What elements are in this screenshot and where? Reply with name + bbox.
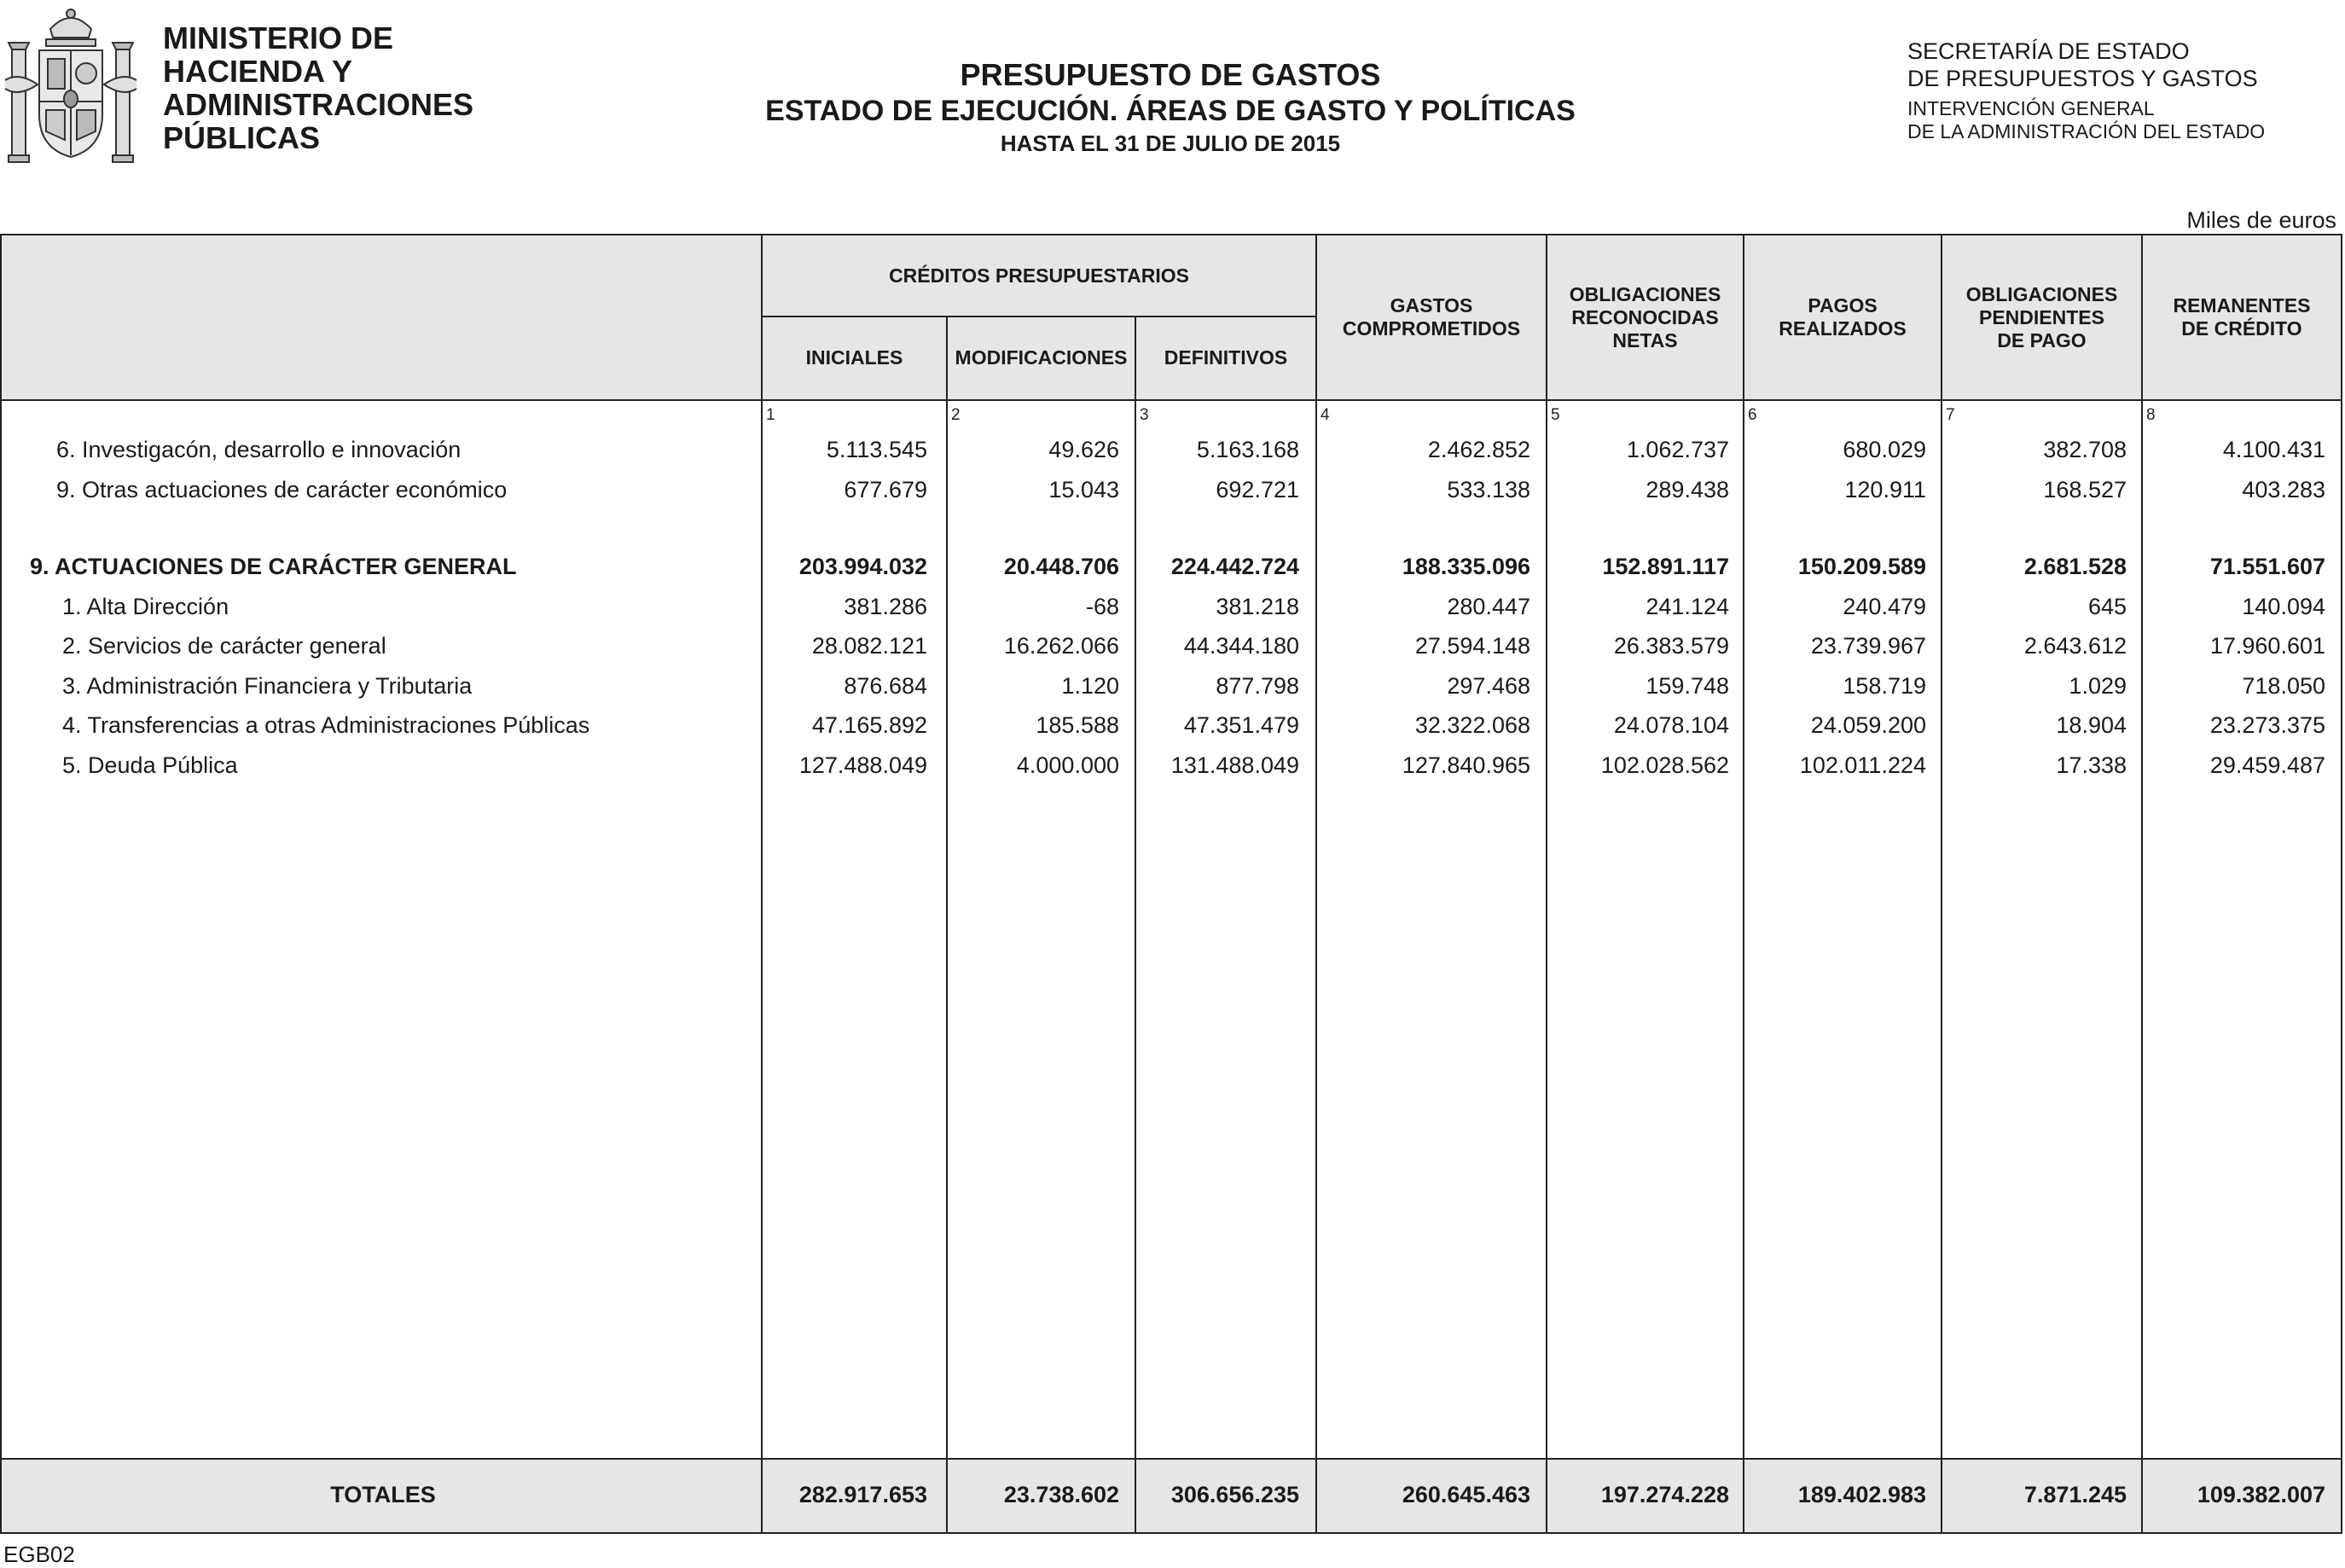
cell-modificaciones: 49.626 [1048, 437, 1119, 462]
intervencion-line: INTERVENCIÓN GENERAL [1907, 97, 2155, 119]
cell-iniciales: 47.165.892 [811, 712, 927, 738]
column-divider [761, 235, 763, 1532]
remanentes-credito-header [2143, 235, 2341, 399]
cell-pendientes: 17.338 [2056, 752, 2127, 778]
cell-reconocidas: 102.028.562 [1600, 752, 1729, 778]
header-line: COMPROMETIDOS [1342, 317, 1521, 340]
cell-reconocidas: 241.124 [1646, 594, 1729, 619]
cell-remanentes: 23.273.375 [2209, 712, 2325, 738]
report-code: EGB02 [3, 1542, 75, 1567]
cell-pagos: 102.011.224 [1799, 752, 1926, 778]
cell-remanentes: 4.100.431 [2222, 437, 2325, 462]
cell-pendientes: 2.643.612 [2023, 633, 2127, 659]
report-title: PRESUPUESTO DE GASTOS [960, 57, 1381, 92]
column-number: 1 [766, 406, 775, 424]
total-remanentes: 109.382.007 [2197, 1482, 2325, 1507]
intervencion-line: DE LA ADMINISTRACIÓN DEL ESTADO [1907, 120, 2266, 142]
cell-pendientes: 382.708 [2043, 437, 2127, 462]
cell-definitivos: 692.721 [1216, 477, 1299, 502]
cell-modificaciones: 4.000.000 [1016, 752, 1119, 778]
budget-table [0, 234, 2342, 1534]
cell-comprometidos: 2.462.852 [1427, 437, 1530, 462]
report-title-block [597, 56, 1744, 159]
header-line: PENDIENTES [1979, 305, 2104, 328]
header-line: PAGOS [1808, 294, 1878, 317]
cell-pagos: 158.719 [1843, 673, 1926, 699]
cell-modificaciones: 16.262.066 [1003, 633, 1119, 659]
totals-label: TOTALES [330, 1482, 436, 1507]
cell-pagos: 120.911 [1844, 477, 1926, 502]
cell-reconocidas: 152.891.117 [1602, 554, 1729, 579]
table-row [2, 673, 2341, 707]
cell-iniciales: 28.082.121 [811, 633, 927, 659]
cell-comprometidos: 32.322.068 [1414, 712, 1530, 738]
cell-remanentes: 718.050 [2242, 673, 2325, 699]
column-number: 6 [1748, 406, 1757, 424]
cell-definitivos: 5.163.168 [1196, 437, 1299, 462]
cell-iniciales: 5.113.545 [826, 437, 927, 462]
row-label: 3. Administración Financiera y Tributaria [62, 673, 473, 699]
table-row [2, 752, 2341, 787]
cell-definitivos: 131.488.049 [1170, 752, 1299, 778]
column-divider [1546, 235, 1547, 1532]
cell-pendientes: 168.527 [2043, 477, 2127, 502]
secretaria-line: DE PRESUPUESTOS Y GASTOS [1907, 66, 2258, 91]
cell-pagos: 150.209.589 [1797, 554, 1926, 579]
cell-remanentes: 29.459.487 [2209, 752, 2325, 778]
table-row [2, 594, 2341, 628]
header-line: NETAS [1612, 328, 1678, 351]
total-definitivos: 306.656.235 [1170, 1482, 1299, 1507]
ministry-line: PÚBLICAS [163, 120, 321, 155]
obligaciones-reconocidas-header [1547, 235, 1743, 399]
total-pagos: 189.402.983 [1797, 1482, 1926, 1507]
cell-reconocidas: 1.062.737 [1626, 437, 1729, 462]
row-label: 9. ACTUACIONES DE CARÁCTER GENERAL [30, 554, 517, 579]
header-line: GASTOS [1390, 294, 1473, 317]
column-number: 8 [2146, 406, 2156, 424]
cell-pagos: 680.029 [1843, 437, 1926, 462]
cell-pagos: 24.059.200 [1810, 712, 1926, 738]
row-label: 2. Servicios de carácter general [62, 633, 386, 659]
cell-remanentes: 71.551.607 [2209, 554, 2325, 579]
cell-definitivos: 224.442.724 [1170, 554, 1299, 579]
modificaciones-header: MODIFICACIONES [955, 346, 1128, 369]
iniciales-header: INICIALES [805, 346, 903, 369]
gastos-comprometidos-header [1317, 235, 1546, 399]
units-label: Miles de euros [2186, 207, 2336, 233]
cell-remanentes: 140.094 [2242, 594, 2325, 619]
secretaria-block [1907, 38, 2265, 143]
cell-comprometidos: 27.594.148 [1414, 633, 1530, 659]
report-date: HASTA EL 31 DE JULIO DE 2015 [1000, 131, 1341, 156]
cell-reconocidas: 26.383.579 [1613, 633, 1729, 659]
creditos-group-header: CRÉDITOS PRESUPUESTARIOS [889, 264, 1189, 287]
total-reconocidas: 197.274.228 [1600, 1482, 1729, 1507]
cell-modificaciones: 15.043 [1048, 477, 1119, 502]
cell-modificaciones: -68 [1085, 594, 1119, 619]
column-number: 3 [1140, 406, 1149, 424]
cell-comprometidos: 297.468 [1447, 673, 1530, 699]
row-label: 1. Alta Dirección [62, 594, 229, 619]
column-number: 4 [1321, 406, 1330, 424]
column-divider [1941, 235, 1942, 1532]
cell-modificaciones: 185.588 [1036, 712, 1119, 738]
cell-comprometidos: 188.335.096 [1402, 554, 1530, 579]
total-modificaciones: 23.738.602 [1003, 1482, 1119, 1507]
header-line: REMANENTES [2173, 294, 2311, 317]
total-pendientes: 7.871.245 [2023, 1482, 2127, 1507]
cell-definitivos: 44.344.180 [1183, 633, 1299, 659]
total-iniciales: 282.917.653 [798, 1482, 927, 1507]
column-number: 7 [1946, 406, 1955, 424]
ministry-name [163, 21, 473, 154]
cell-modificaciones: 20.448.706 [1003, 554, 1119, 579]
cell-iniciales: 677.679 [844, 477, 927, 502]
table-row [2, 712, 2341, 746]
header-line: OBLIGACIONES [1569, 282, 1721, 305]
cell-iniciales: 876.684 [844, 673, 927, 699]
cell-remanentes: 403.283 [2242, 477, 2325, 502]
cell-remanentes: 17.960.601 [2209, 633, 2325, 659]
coat-of-arms-logo [3, 3, 138, 166]
secretaria-line: SECRETARÍA DE ESTADO [1907, 38, 2190, 64]
ministry-line: HACIENDA Y [163, 54, 353, 89]
header-line: DE PAGO [1997, 328, 2087, 351]
ministry-line: MINISTERIO DE [163, 20, 394, 55]
header-line: REALIZADOS [1779, 317, 1907, 340]
cell-definitivos: 877.798 [1216, 673, 1299, 699]
cell-comprometidos: 533.138 [1447, 477, 1530, 502]
cell-pendientes: 645 [2087, 594, 2127, 619]
pagos-realizados-header [1744, 235, 1941, 399]
cell-iniciales: 203.994.032 [798, 554, 927, 579]
cell-reconocidas: 289.438 [1646, 477, 1729, 502]
cell-comprometidos: 127.840.965 [1402, 752, 1530, 778]
cell-pendientes: 2.681.528 [2023, 554, 2127, 579]
row-label: 9. Otras actuaciones de carácter económico [56, 477, 508, 502]
row-label: 5. Deuda Pública [62, 752, 238, 778]
ministry-line: ADMINISTRACIONES [163, 87, 474, 122]
row-label: 4. Transferencias a otras Administraciones Públicas [62, 712, 590, 738]
obligaciones-pendientes-header [1942, 235, 2141, 399]
table-row [2, 437, 2341, 471]
cell-comprometidos: 280.447 [1447, 594, 1530, 619]
cell-modificaciones: 1.120 [1061, 673, 1119, 699]
column-number: 5 [1551, 406, 1560, 424]
totals-row [2, 1460, 2341, 1532]
cell-definitivos: 47.351.479 [1183, 712, 1299, 738]
column-divider [2141, 235, 2143, 1532]
cell-pagos: 23.739.967 [1810, 633, 1926, 659]
table-row [2, 477, 2341, 511]
column-divider [1743, 235, 1744, 1532]
header-line: DE CRÉDITO [2181, 317, 2302, 340]
cell-iniciales: 127.488.049 [798, 752, 927, 778]
cell-pagos: 240.479 [1843, 594, 1926, 619]
cell-pendientes: 18.904 [2056, 712, 2127, 738]
header-line: RECONOCIDAS [1571, 305, 1719, 328]
cell-iniciales: 381.286 [844, 594, 927, 619]
cell-definitivos: 381.218 [1216, 594, 1299, 619]
table-row [2, 554, 2341, 588]
report-subtitle: ESTADO DE EJECUCIÓN. ÁREAS DE GASTO Y POLÍTICAS [765, 95, 1576, 127]
table-row [2, 633, 2341, 667]
header-line: OBLIGACIONES [1965, 282, 2118, 305]
column-number: 2 [951, 406, 961, 424]
definitivos-header: DEFINITIVOS [1164, 346, 1288, 369]
cell-pendientes: 1.029 [2069, 673, 2127, 699]
cell-reconocidas: 24.078.104 [1613, 712, 1729, 738]
total-comprometidos: 260.645.463 [1402, 1482, 1530, 1507]
cell-reconocidas: 159.748 [1646, 673, 1729, 699]
column-divider [1315, 235, 1317, 1532]
row-label: 6. Investigacón, desarrollo e innovación [56, 437, 461, 462]
